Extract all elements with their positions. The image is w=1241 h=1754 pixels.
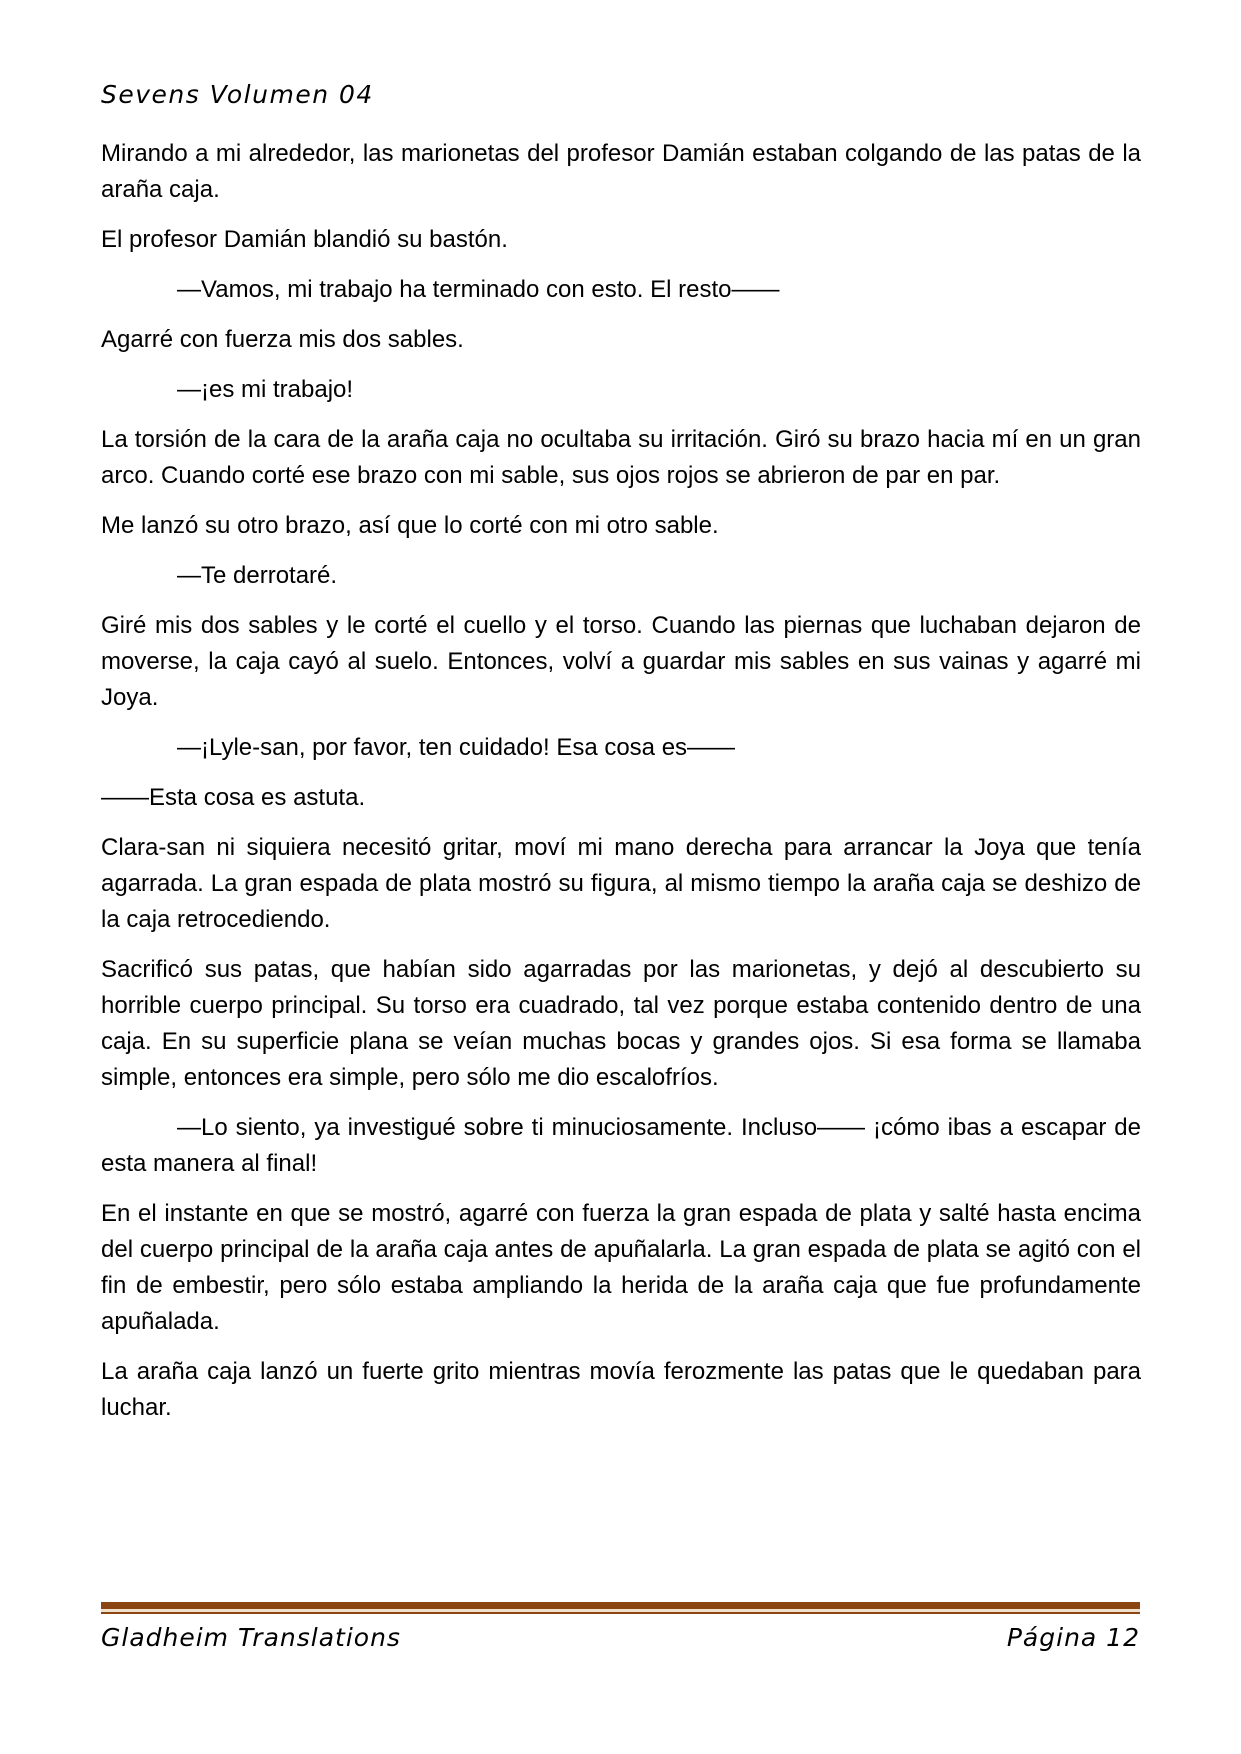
paragraph: Me lanzó su otro brazo, así que lo corté con mi otro sable. — [101, 512, 719, 539]
document-body — [101, 136, 1141, 1440]
paragraph: Agarré con fuerza mis dos sables. — [101, 326, 464, 353]
footer-translator-credit: Gladheim Translations — [101, 1623, 401, 1652]
paragraph-dialogue: —Te derrotaré. — [177, 562, 338, 589]
paragraph: La torsión de la cara de la araña caja no ocultaba su irritación. Giró su brazo hacia mí en un gran arco. Cuando corté ese brazo con mi sable, sus ojos rojos se abrieron de par en par. — [101, 426, 1141, 489]
paragraph: Giré mis dos sables y le corté el cuello y el torso. Cuando las piernas que luchaban dejaron de moverse, la caja cayó al suelo. Entonces, volví a guardar mis sables en sus vainas y agarré mi Joya. — [101, 612, 1141, 711]
paragraph: ——Esta cosa es astuta. — [101, 784, 366, 811]
paragraph-dialogue: —Lo siento, ya investigué sobre ti minuciosamente. Incluso—— ¡cómo ibas a escapar de esta manera al final! — [101, 1114, 1141, 1177]
paragraph: Clara-san ni siquiera necesitó gritar, moví mi mano derecha para arrancar la Joya que tenía agarrada. La gran espada de plata mostró su figura, al mismo tiempo la araña caja se deshizo de la caja retrocediendo. — [101, 834, 1141, 933]
paragraph: El profesor Damián blandió su bastón. — [101, 226, 508, 253]
page-header-title: Sevens Volumen 04 — [101, 80, 374, 109]
page-footer — [101, 1602, 1140, 1652]
paragraph: La araña caja lanzó un fuerte grito mientras movía ferozmente las patas que le quedaban para luchar. — [101, 1358, 1141, 1421]
footer-divider — [101, 1602, 1140, 1614]
paragraph: Sacrificó sus patas, que habían sido agarradas por las marionetas, y dejó al descubierto su horrible cuerpo principal. Su torso era cuadrado, tal vez porque estaba contenido dentro de una caja. En su superficie plana se veían muchas bocas y grandes ojos. Si esa forma se llamaba simple, entonces era simple, pero sólo me dio escalofríos. — [101, 956, 1141, 1091]
footer-page-number: Página 12 — [1006, 1623, 1140, 1652]
paragraph-dialogue: —Vamos, mi trabajo ha terminado con esto. El resto—— — [177, 276, 780, 303]
paragraph-dialogue: —¡es mi trabajo! — [177, 376, 354, 403]
paragraph: Mirando a mi alrededor, las marionetas del profesor Damián estaban colgando de las patas de la araña caja. — [101, 140, 1141, 203]
paragraph: En el instante en que se mostró, agarré con fuerza la gran espada de plata y salté hasta encima del cuerpo principal de la araña caja antes de apuñalarla. La gran espada de plata se agitó con el fin de embestir, pero sólo estaba ampliando la herida de la araña caja que fue profundamente apuñalada. — [101, 1200, 1141, 1335]
paragraph-dialogue: —¡Lyle-san, por favor, ten cuidado! Esa cosa es—— — [177, 734, 736, 761]
